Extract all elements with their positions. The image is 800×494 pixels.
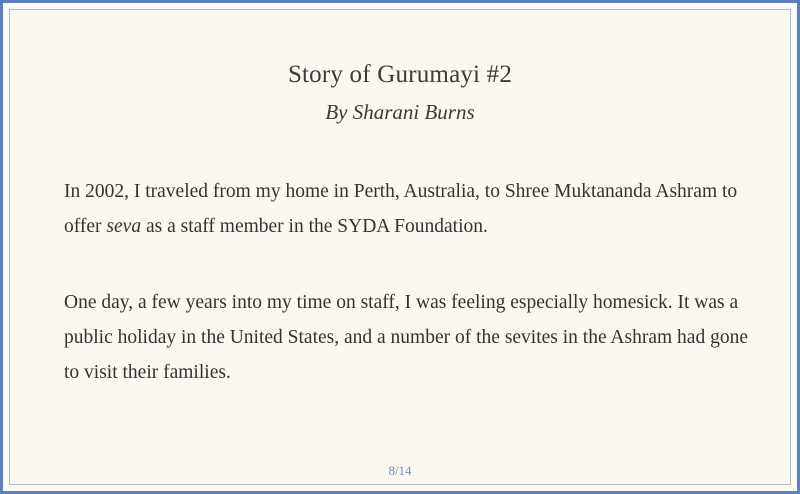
author-byline: By Sharani Burns: [325, 100, 475, 124]
paragraph-1-emphasis: seva: [106, 216, 142, 237]
paragraph-1-text-end: as a staff member in the SYDA Foundation.: [141, 216, 488, 237]
paragraph-2: One day, a few years into my time on staff, I was feeling especially homesick. It was a public holiday in the United States, and a number of the sevites in the Ashram had gone to visit their families.: [64, 292, 748, 383]
page-number: 8/14: [388, 463, 412, 478]
paragraph-1: [64, 174, 754, 244]
paragraph-1-text-start: In 2002, I traveled from my home in Perth, Australia, to Shree Muktananda Ashram to offer: [64, 181, 738, 237]
page-title: Story of Gurumayi #2: [287, 61, 513, 88]
